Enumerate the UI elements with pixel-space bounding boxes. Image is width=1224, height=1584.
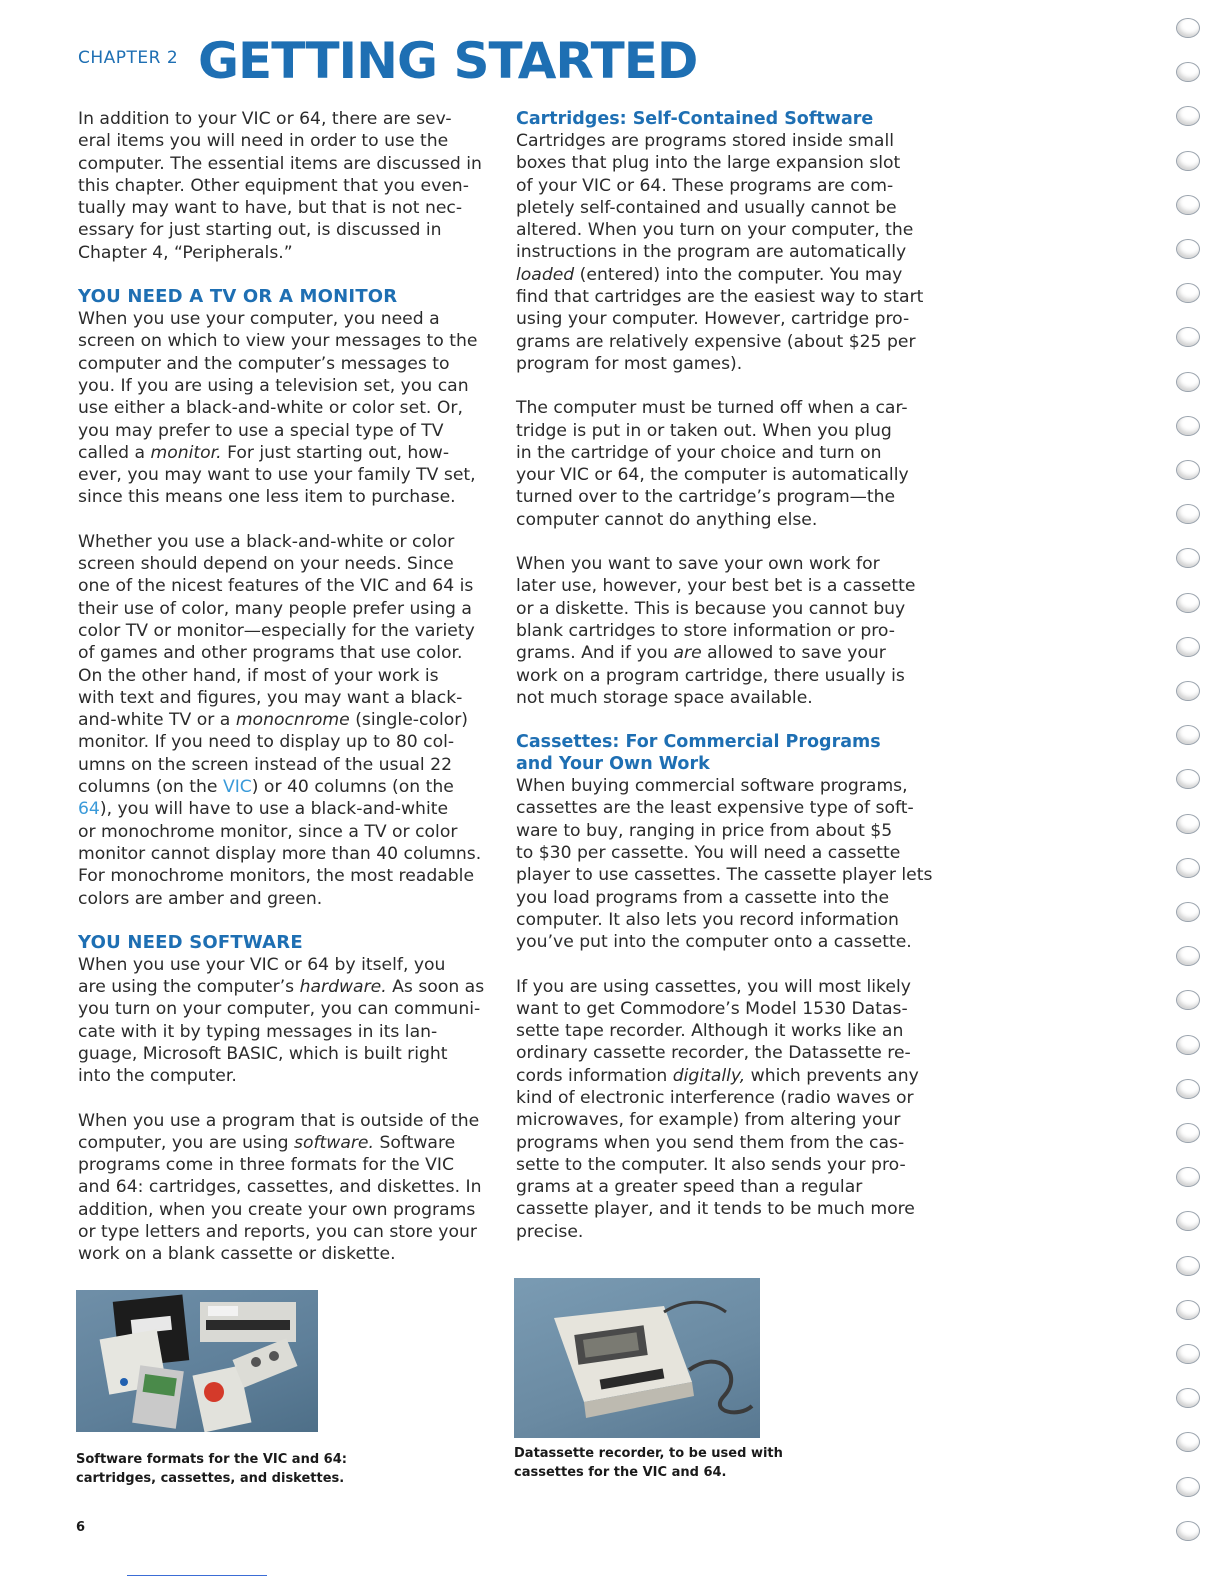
text-line: use either a black-and-white or color set. Or, (78, 398, 463, 419)
binding-ring (1176, 151, 1200, 171)
text-run: computer, you are using (78, 1132, 295, 1153)
highlighted-term: VIC (222, 777, 252, 798)
binding-ring (1176, 460, 1200, 480)
text-line: monitor. If you need to display up to 80 col- (78, 732, 455, 753)
text-line: sette tape recorder. Although it works like an (516, 1021, 904, 1042)
text-line: of your VIC or 64. These programs are com- (516, 175, 894, 196)
text-line (78, 442, 496, 464)
binding-ring (1176, 1388, 1200, 1408)
text-line: to $30 per cassette. You will need a cassette (516, 843, 901, 864)
text-line: addition, when you create your own programs (78, 1199, 476, 1220)
text-line: since this means one less item to purchase. (78, 487, 456, 508)
text-line: instructions in the program are automatically (516, 242, 907, 263)
text-line: guage, Microsoft BASIC, which is built right (78, 1043, 448, 1064)
heading-line: Cassettes: For Commercial Programs (516, 732, 881, 753)
text-line: not much storage space available. (516, 687, 813, 708)
text-line: you’ve put into the computer onto a cassette. (516, 932, 912, 953)
text-run: cords information (516, 1065, 673, 1086)
left-column (78, 108, 496, 1288)
text-line: computer. It also lets you record information (516, 909, 899, 930)
text-line: For monochrome monitors, the most readable (78, 866, 475, 887)
italic-term: software. (294, 1132, 374, 1153)
text-line (78, 709, 496, 731)
text-run: are using the computer’s (78, 977, 300, 998)
text-line: find that cartridges are the easiest way to start (516, 287, 924, 308)
text-run: and-white TV or a (78, 710, 236, 731)
italic-term: monocnrome (235, 710, 350, 731)
text-line: their use of color, many people prefer using a (78, 598, 472, 619)
intro-paragraph (78, 108, 496, 264)
text-line: Whether you use a black-and-white or color (78, 531, 455, 552)
text-line: work on a blank cassette or diskette. (78, 1244, 396, 1265)
text-line: On the other hand, if most of your work is (78, 665, 439, 686)
caption-line: cassettes for the VIC and 64. (514, 1465, 727, 1480)
binding-ring (1176, 902, 1200, 922)
software-heading: YOU NEED SOFTWARE (78, 931, 303, 953)
text-line: or monochrome monitor, since a TV or color (78, 821, 458, 842)
text-line: color TV or monitor—especially for the variety (78, 620, 475, 641)
text-line: microwaves, for example) from altering your (516, 1110, 901, 1131)
text-line: boxes that plug into the large expansion slot (516, 153, 901, 174)
text-line: want to get Commodore’s Model 1530 Datas- (516, 998, 908, 1019)
footer-rule (127, 1575, 267, 1576)
binding-spine (1200, 0, 1224, 1584)
text-line: cate with it by typing messages in its lan- (78, 1021, 438, 1042)
text-line: ordinary cassette recorder, the Datassette re- (516, 1043, 911, 1064)
text-line: eral items you will need in order to use the (78, 131, 449, 152)
binding-ring (1176, 283, 1200, 303)
text-line: into the computer. (78, 1066, 237, 1087)
datassette-illustration (514, 1278, 760, 1438)
text-line: screen on which to view your messages to the (78, 331, 478, 352)
text-line: you may prefer to use a special type of TV (78, 420, 444, 441)
binding-ring (1176, 637, 1200, 657)
binding-ring (1176, 1123, 1200, 1143)
binding-ring (1176, 327, 1200, 347)
text-line: computer cannot do anything else. (516, 509, 818, 530)
right-column (516, 108, 936, 1265)
binding-ring (1176, 106, 1200, 126)
text-line: tridge is put in or taken out. When you plug (516, 420, 892, 441)
binding-ring (1176, 1344, 1200, 1364)
text-line: computer and the computer’s messages to (78, 353, 450, 374)
binding-ring (1176, 990, 1200, 1010)
text-line: Chapter 4, “Peripherals.” (78, 242, 293, 263)
text-line: In addition to your VIC or 64, there are sev- (78, 109, 452, 129)
text-line: you turn on your computer, you can communi- (78, 999, 481, 1020)
binding-ring (1176, 1521, 1200, 1541)
text-line: turned over to the cartridge’s program—the (516, 487, 896, 508)
binding-ring (1176, 946, 1200, 966)
binding-ring (1176, 725, 1200, 745)
binding-ring (1176, 239, 1200, 259)
caption-line: Software formats for the VIC and 64: (76, 1452, 347, 1467)
binding-ring (1176, 1256, 1200, 1276)
text-line: later use, however, your best bet is a cassette (516, 576, 916, 597)
cartridges-paragraph-2 (516, 397, 936, 531)
text-line: When buying commercial software programs, (516, 776, 908, 797)
binding-ring (1176, 769, 1200, 789)
binding-ring (1176, 1432, 1200, 1452)
text-line: screen should depend on your needs. Since (78, 554, 454, 575)
binding-ring (1176, 681, 1200, 701)
text-line: ware to buy, ranging in price from about $5 (516, 820, 893, 841)
software-formats-illustration (76, 1290, 318, 1432)
text-line: cassettes are the least expensive type of soft- (516, 798, 914, 819)
text-run: (single-color) (349, 710, 469, 731)
text-line: this chapter. Other equipment that you even- (78, 175, 469, 196)
italic-term: digitally, (672, 1065, 746, 1086)
binding-ring (1176, 593, 1200, 613)
heading-line: and Your Own Work (516, 754, 710, 775)
text-line: your VIC or 64, the computer is automatically (516, 465, 909, 486)
tv-paragraph (78, 308, 496, 509)
binding-ring (1176, 814, 1200, 834)
chapter-label: CHAPTER 2 (78, 48, 179, 68)
binding-ring (1176, 195, 1200, 215)
text-line: with text and figures, you may want a black- (78, 687, 463, 708)
text-line: essary for just starting out, is discussed in (78, 220, 442, 241)
software-paragraph-2 (78, 1110, 496, 1266)
binding-ring (1176, 1300, 1200, 1320)
text-line: pletely self-contained and usually cannot be (516, 197, 897, 218)
text-run: ), you will have to use a black-and-white (99, 799, 449, 820)
text-run: which prevents any (745, 1065, 919, 1086)
chapter-title: GETTING STARTED (198, 32, 698, 90)
text-line: grams at a greater speed than a regular (516, 1177, 863, 1198)
text-line: or a diskette. This is because you cannot buy (516, 598, 906, 619)
caption-line: Datassette recorder, to be used with (514, 1446, 783, 1461)
binding-ring (1176, 858, 1200, 878)
text-run: called a (78, 442, 151, 463)
text-line (516, 1065, 936, 1087)
text-line: or type letters and reports, you can store your (78, 1222, 477, 1243)
highlighted-term: 64 (78, 799, 100, 820)
text-line: altered. When you turn on your computer, the (516, 220, 914, 241)
text-line (516, 264, 936, 286)
binding-ring (1176, 1079, 1200, 1099)
italic-term: are (673, 643, 702, 664)
color-paragraph (78, 531, 496, 910)
cassettes-heading (516, 731, 936, 775)
binding-ring (1176, 1477, 1200, 1497)
text-line: grams are relatively expensive (about $25 per (516, 331, 916, 352)
text-line: programs come in three formats for the VIC (78, 1155, 454, 1176)
text-run: (entered) into the computer. You may (574, 264, 903, 285)
binding-ring (1176, 18, 1200, 38)
text-line: programs when you send them from the cas- (516, 1132, 905, 1153)
text-line: colors are amber and green. (78, 888, 323, 909)
text-line: player to use cassettes. The cassette player lets (516, 865, 933, 886)
text-run: columns (on the (78, 777, 223, 798)
text-line: umns on the screen instead of the usual 22 (78, 754, 453, 775)
text-run: allowed to save your (701, 643, 886, 664)
text-line: The computer must be turned off when a car- (516, 398, 908, 419)
text-line (78, 798, 496, 820)
binding-ring (1176, 62, 1200, 82)
text-line: When you want to save your own work for (516, 554, 880, 575)
text-line: computer. The essential items are discussed in (78, 153, 482, 174)
datassette-caption (514, 1444, 834, 1482)
text-run: For just starting out, how- (221, 442, 450, 463)
text-line: When you use your VIC or 64 by itself, you (78, 954, 446, 975)
text-line: If you are using cassettes, you will most likely (516, 976, 911, 997)
software-formats-caption (76, 1450, 396, 1488)
text-line: sette to the computer. It also sends your pro- (516, 1154, 906, 1175)
binding-ring (1176, 1211, 1200, 1231)
binding-ring (1176, 416, 1200, 436)
cassettes-paragraph (516, 775, 936, 953)
text-line (78, 776, 496, 798)
text-run: ) or 40 columns (on the (251, 777, 454, 798)
cartridges-paragraph-3 (516, 553, 936, 709)
binding-ring (1176, 1035, 1200, 1055)
text-line: in the cartridge of your choice and turn on (516, 442, 882, 463)
binding-ring (1176, 504, 1200, 524)
cartridges-heading: Cartridges: Self-Contained Software (516, 109, 874, 129)
text-line: using your computer. However, cartridge pro- (516, 309, 910, 330)
italic-term: loaded (516, 264, 575, 285)
text-run: Software (373, 1132, 456, 1153)
text-line: blank cartridges to store information or pro- (516, 620, 895, 641)
cartridges-paragraph (516, 130, 936, 375)
caption-line: cartridges, cassettes, and diskettes. (76, 1471, 345, 1486)
text-run: grams. And if you (516, 643, 674, 664)
text-line: and 64: cartridges, cassettes, and diskettes. In (78, 1177, 482, 1198)
text-line (78, 976, 496, 998)
text-line: you. If you are using a television set, you can (78, 375, 469, 396)
text-line: ever, you may want to use your family TV set, (78, 465, 476, 486)
text-line: program for most games). (516, 353, 743, 374)
text-line: precise. (516, 1221, 584, 1242)
tv-monitor-heading: YOU NEED A TV OR A MONITOR (78, 286, 398, 308)
text-line: one of the nicest features of the VIC and 64 is (78, 576, 474, 597)
page-number: 6 (76, 1520, 86, 1535)
text-line: of games and other programs that use color. (78, 643, 463, 664)
text-run: As soon as (386, 977, 485, 998)
text-line: work on a program cartridge, there usually is (516, 665, 905, 686)
binding-ring (1176, 372, 1200, 392)
binding-ring (1176, 548, 1200, 568)
italic-term: monitor. (150, 442, 222, 463)
text-line: Cartridges are programs stored inside small (516, 131, 895, 151)
text-line: monitor cannot display more than 40 columns. (78, 843, 482, 864)
italic-term: hardware. (299, 977, 387, 998)
text-line (78, 1132, 496, 1154)
cassettes-paragraph-2 (516, 976, 936, 1244)
text-line: kind of electronic interference (radio waves or (516, 1087, 914, 1108)
datassette-photo (514, 1278, 760, 1438)
text-line: cassette player, and it tends to be much more (516, 1199, 915, 1220)
software-paragraph (78, 954, 496, 1088)
text-line: tually may want to have, but that is not nec- (78, 198, 463, 219)
software-formats-photo (76, 1290, 318, 1432)
binding-ring (1176, 1167, 1200, 1187)
text-line: you load programs from a cassette into the (516, 887, 890, 908)
text-line (516, 642, 936, 664)
text-line: When you use a program that is outside of the (78, 1110, 480, 1131)
text-line: When you use your computer, you need a (78, 309, 440, 330)
